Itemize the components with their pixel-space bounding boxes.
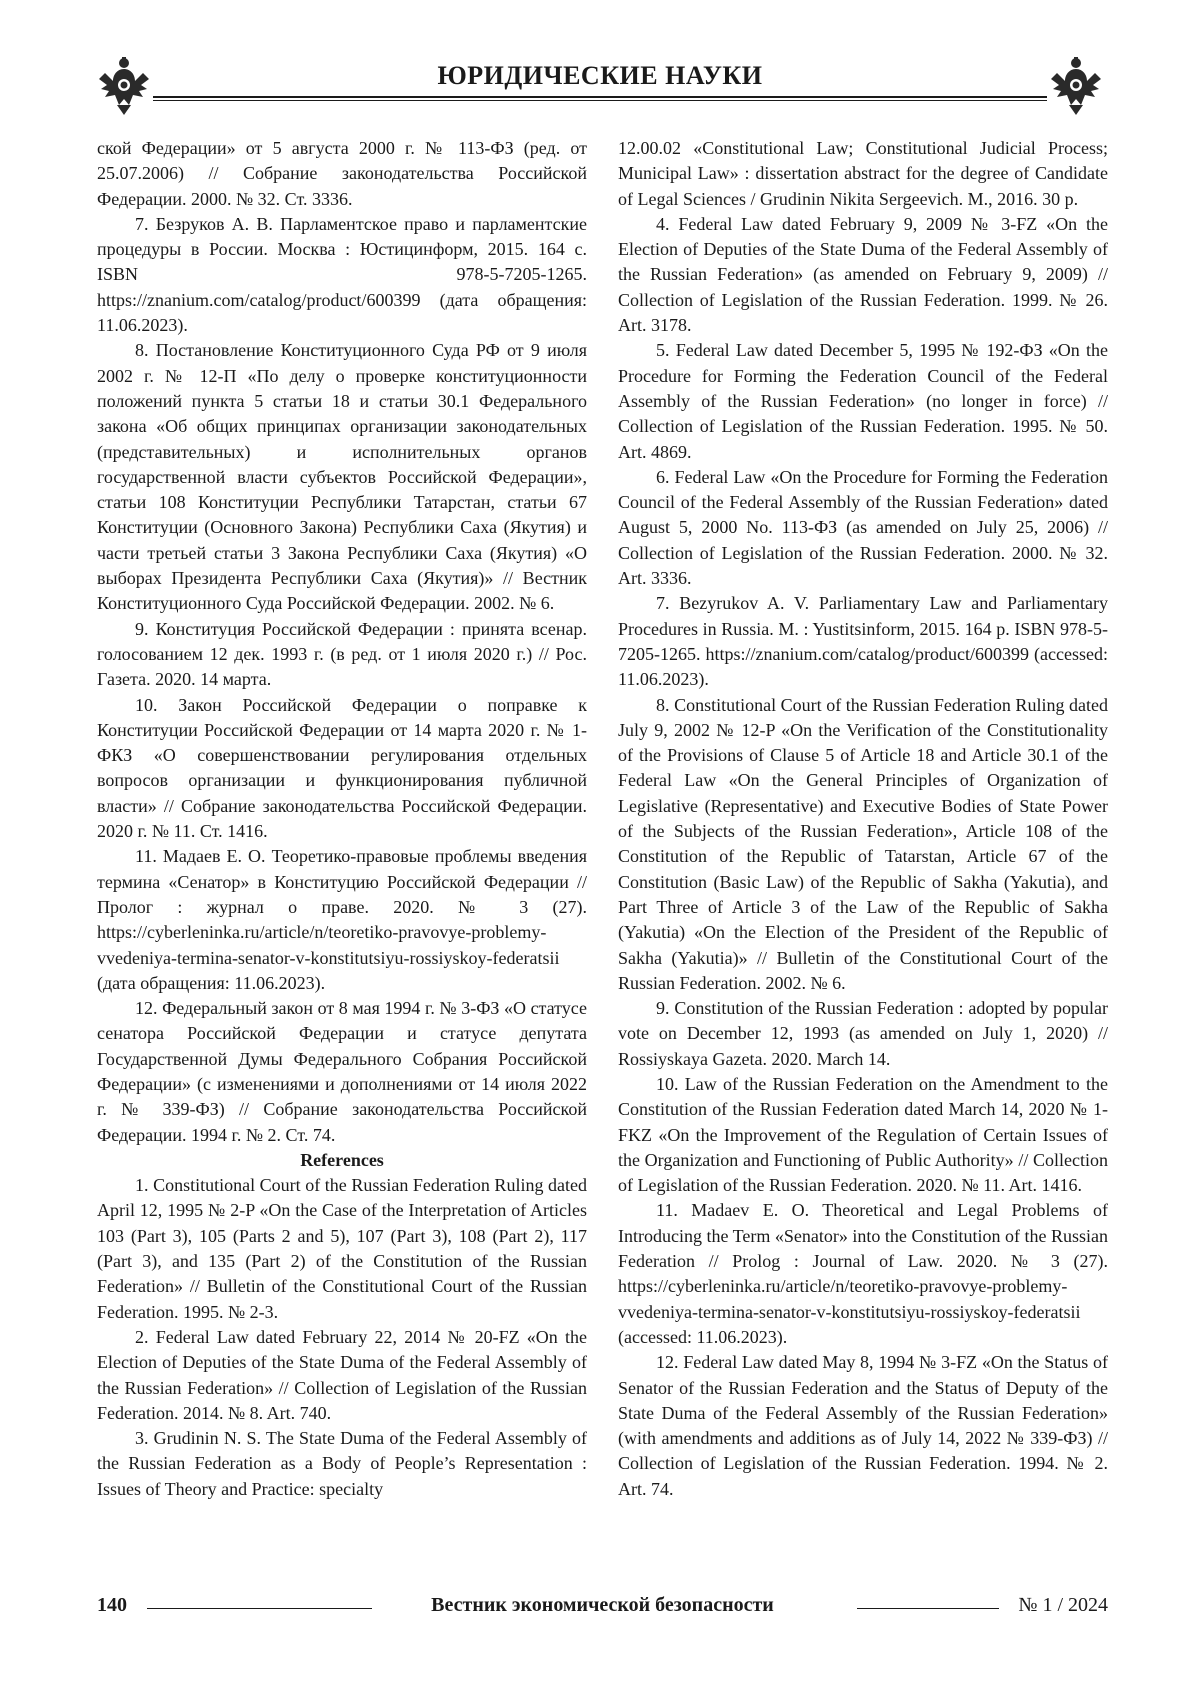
bibliography-entry: 9. Конституция Российской Федерации : принята всенар. голосованием 12 дек. 1993 г. (в ред. от 1 июля 2020 г.) // Рос. Газета. 2020. 14 марта. [97,618,587,690]
header-divider [153,96,1047,98]
page-header [95,55,1105,125]
reference-entry: 5. Federal Law dated December 5, 1995 № 192-ФЗ «On the Procedure for Forming the Federation Council of the Federal Assembly of the Russian Federation» (no longer in force) // Collection of Legislation of the Russian Federation. 1995. № 50. Art. 4869. [618,340,1108,462]
left-column [97,136,587,1502]
issue-number: № 1 / 2024 [1018,1594,1108,1616]
reference-entry: 4. Federal Law dated February 9, 2009 № 3-FZ «On the Election of Deputies of the State Duma of the Federal Assembly of the Russian Federation» (as amended on February 9, 2009) // Collection of Legislation of the Russian Federation. 1999. № 26. Art. 3178. [618,213,1108,336]
footer-rule-right [857,1608,999,1609]
reference-entry: 3. Grudinin N. S. The State Duma of the Federal Assembly of the Russian Federation as a Body of People’s Representation : Issues of Theory and Practice: specialty [97,1428,587,1499]
bibliography-entry: 8. Постановление Конституционного Суда РФ от 9 июля 2002 г. № 12-П «По делу о проверке конституционности положений пункта 5 статьи 18 и статьи 30.1 Федерального закона «Об общих принципах организации законодательных (представительных) и исполнительных органов государственной власти субъектов Российской Федерации», статьи 108 Конституции Республики Татарстан, статьи 67 Конституции (Основного Закона) Республики Саха (Якутия) и части третьей статьи 3 Закона Республики Саха (Якутия) «О выборах Президента Республики Саха (Якутия)» // Вестник Конституционного Суда Российской Федерации. 2002. № 6. [97,340,587,614]
bibliography-entry: 7. Безруков А. В. Парламентское право и парламентские процедуры в России. Москва : Юстицинформ, 2015. 164 с. ISBN 978-5-7205-1265. https://znanium.com/catalog/product/600399 (дата обращения: 11.06.2023). [97,213,587,336]
page-footer [97,1594,1108,1624]
references-heading: References [300,1149,384,1170]
reference-entry: 9. Constitution of the Russian Federation : adopted by popular vote on December 12, 1993 (as amended on July 1, 2020) // Rossiyskaya Gazeta. 2020. March 14. [618,998,1108,1069]
reference-entry: 12.00.02 «Constitutional Law; Constitutional Judicial Process; Municipal Law» : dissertation abstract for the degree of Candidate of Legal Sciences / Grudinin Nikita Sergeevich. M., 2016. 30 p. [618,138,1108,209]
reference-entry: 12. Federal Law dated May 8, 1994 № 3-FZ «On the Status of Senator of the Russian Federation and the Status of Deputy of the State Duma of the Federal Assembly of the Russian Federation» (with amendments and additions as of July 14, 2022 № 339-ФЗ) // Collection of Legislation of the Russian Federation. 1994. № 2. Art. 74. [618,1352,1108,1499]
bibliography-entry: ской Федерации» от 5 августа 2000 г. № 113-ФЗ (ред. от 25.07.2006) // Собрание законодательства Российской Федерации. 2000. № 32. Ст. 3336. [97,138,587,209]
bibliography-entry: 12. Федеральный закон от 8 мая 1994 г. № 3-ФЗ «О статусе сенатора Российской Федерации и статусе депутата Государственной Думы Федерального Собрания Российской Федерации» (с изменениями и дополнениями от 14 июля 2022 г. № 339-ФЗ) // Собрание законодательства Российской Федерации. 1994 г. № 2. Ст. 74. [97,998,587,1145]
reference-entry: 11. Madaev E. O. Theoretical and Legal Problems of Introducing the Term «Senator» into the Constitution of the Russian Federation // Prolog : Journal of Law. 2020. № 3 (27). https://cyberleninka.ru/article/n/teoretiko-pravovye-problemy-vvedeniya-termina-senator-v-konstitutsiyu-rossiyskoy-federatsii (accessed: 11.06.2023). [618,1200,1108,1347]
reference-entry: 7. Bezyrukov A. V. Parliamentary Law and Parliamentary Procedures in Russia. M. : Yustitsinform, 2015. 164 p. ISBN 978-5-7205-1265. https://znanium.com/catalog/product/600399 (accessed: 11.06.2023). [618,593,1108,690]
reference-entry: 10. Law of the Russian Federation on the Amendment to the Constitution of the Russian Federation dated March 14, 2020 № 1-FKZ «On the Improvement of the Regulation of Certain Issues of the Organization and Functioning of Public Authority» // Collection of Legislation of the Russian Federation. 2020. № 11. Art. 1416. [618,1073,1108,1196]
journal-title: Вестник экономической безопасности [431,1594,774,1616]
reference-entry: 2. Federal Law dated February 22, 2014 № 20-FZ «On the Election of Deputies of the State Duma of the Federal Assembly of the Russian Federation» // Collection of Legislation of the Russian Federation. 2014. № 8. Art. 740. [97,1326,587,1423]
reference-entry: 1. Constitutional Court of the Russian Federation Ruling dated April 12, 1995 № 2-P «On the Case of the Interpretation of Articles 103 (Part 3), 105 (Parts 2 and 5), 107 (Part 3), 108 (Part 2), 117 (Part 3), and 135 (Part 2) of the Constitution of the Russian Federation» // Bulletin of the Constitutional Court of the Russian Federation. 1995. № 2-3. [97,1175,587,1322]
bibliography-entry: 10. Закон Российской Федерации о поправке к Конституции Российской Федерации от 14 марта 2020 г. № 1-ФКЗ «О совершенствовании регулирования отдельных вопросов организации и функционирования публичной власти» // Собрание законодательства Российской Федерации. 2020 г. № 11. Ст. 1416. [97,694,587,842]
bibliography-entry: 11. Мадаев Е. О. Теоретико-правовые проблемы введения термина «Сенатор» в Конституцию Российской Федерации // Пролог : журнал о праве. 2020. № 3 (27). https://cyberleninka.ru/article/n/teoretiko-pravovye-problemy-vvedeniya-termina-senator-v-konstitutsiyu-rossiyskoy-federatsii (дата обращения: 11.06.2023). [97,846,587,993]
reference-entry: 8. Constitutional Court of the Russian Federation Ruling dated July 9, 2002 № 12-P «On the Verification of the Constitutionality of the Provisions of Clause 5 of Article 18 and Article 30.1 of the Federal Law «On the General Principles of Organization of Legislative (Representative) and Executive Bodies of State Power of the Subjects of the Russian Federation», Article 108 of the Constitution of the Republic of Tatarstan, Article 67 of the Constitution (Basic Law) of the Republic of Sakha (Yakutia), and Part Three of Article 3 of the Law of the Republic of Sakha (Yakutia) «On the Election of the President of the Republic of Sakha (Yakutia)» // Bulletin of the Constitutional Court of the Russian Federation. 2002. № 6. [618,694,1108,993]
section-title: ЮРИДИЧЕСКИЕ НАУКИ [437,61,763,90]
right-column [618,136,1108,1502]
reference-entry: 6. Federal Law «On the Procedure for Forming the Federation Council of the Federal Assembly of the Russian Federation» dated August 5, 2000 No. 113-ФЗ (as amended on July 25, 2006) // Collection of Legislation of the Russian Federation. 2000. № 32. Art. 3336. [618,466,1108,589]
double-headed-eagle-emblem-icon [1047,55,1105,117]
header-divider-thin [153,100,1047,101]
page-number: 140 [97,1594,127,1616]
